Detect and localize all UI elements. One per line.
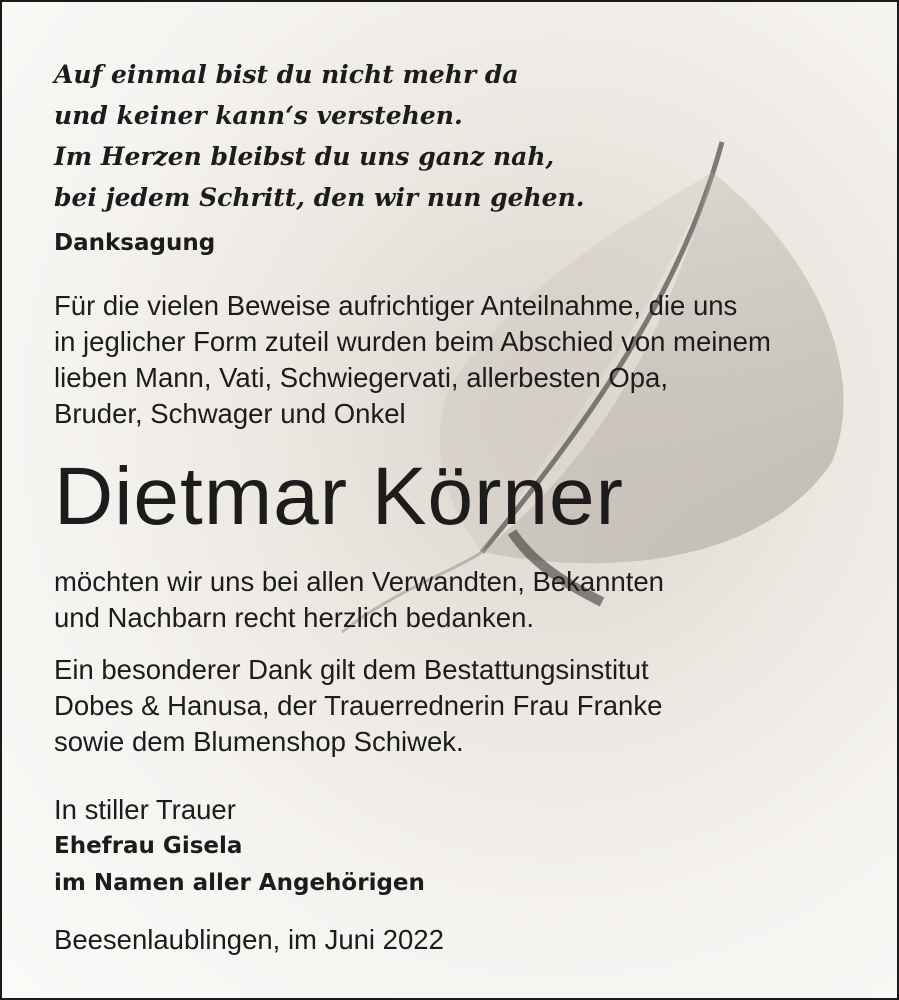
thanks-paragraph [54,288,771,432]
verse-line: und keiner kann‘s verstehen. [54,101,463,130]
place-date: Beesenlaublingen, im Juni 2022 [54,924,444,955]
paragraph-line: Dobes & Hanusa, der Trauerrednerin Frau Franke [54,690,663,721]
memorial-verse [54,54,584,218]
signature-block [54,792,425,902]
paragraph-line: und Nachbarn recht herzlich bedanken. [54,602,535,633]
signature-intro: In stiller Trauer [54,794,236,825]
signature-family: im Namen aller Angehörigen [54,870,425,896]
paragraph-line: lieben Mann, Vati, Schwiegervati, allerbesten Opa, [54,362,668,393]
special-thanks-paragraph [54,652,662,760]
thanks-continuation [54,564,664,636]
paragraph-line: in jeglicher Form zuteil wurden beim Abschied von meinem [54,326,771,357]
paragraph-line: sowie dem Blumenshop Schiwek. [54,726,464,757]
paragraph-line: Ein besonderer Dank gilt dem Bestattungsinstitut [54,654,649,685]
verse-line: bei jedem Schritt, den wir nun gehen. [54,183,585,212]
verse-line: Auf einmal bist du nicht mehr da [54,60,519,89]
paragraph-line: Bruder, Schwager und Onkel [54,398,406,429]
paragraph-line: möchten wir uns bei allen Verwandten, Bekannten [54,566,664,597]
section-heading: Danksagung [54,230,216,256]
signature-name: Ehefrau Gisela [54,833,243,859]
paragraph-line: Für die vielen Beweise aufrichtiger Anteilnahme, die uns [54,290,738,321]
verse-line: Im Herzen bleibst du uns ganz nah, [54,142,555,171]
deceased-name: Dietmar Körner [54,451,624,542]
